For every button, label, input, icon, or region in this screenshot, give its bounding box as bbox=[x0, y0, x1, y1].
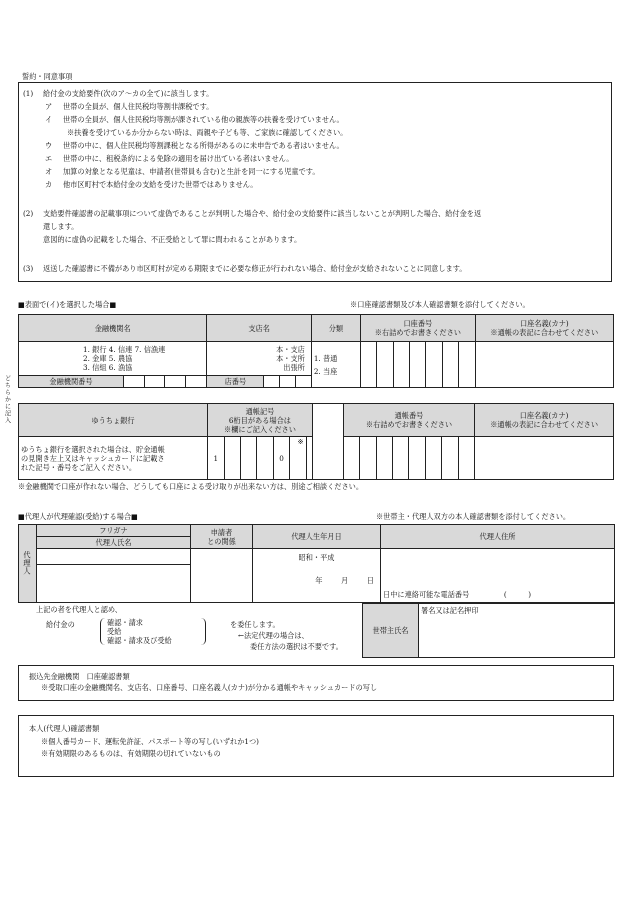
proxy-heading: ■代理人が代理確認(受給)する場合■ bbox=[18, 512, 138, 521]
col-type: 分類 bbox=[311, 315, 360, 342]
yucho-symbol-title: 通帳記号 bbox=[245, 406, 275, 416]
yucho-number-digit[interactable] bbox=[360, 437, 376, 480]
identity-docs-note1: ※個人番号カード、運転免許証、パスポート等の写し(いずれか1つ) bbox=[41, 737, 259, 746]
col-holder bbox=[475, 315, 613, 342]
consent-item-text: 意図的に虚偽の記載をした場合、不正受給として罪に問われることがあります。 bbox=[43, 235, 302, 244]
inst-code-digit[interactable] bbox=[124, 376, 145, 387]
inst-code-digit[interactable] bbox=[186, 376, 207, 387]
branch-line1: 本・支店 bbox=[276, 345, 305, 354]
option-both[interactable]: 確認・請求及び受給 bbox=[107, 636, 172, 645]
yucho-number-digit[interactable] bbox=[442, 437, 458, 480]
inst-code-digit[interactable] bbox=[144, 376, 165, 387]
phone-paren: ( ) bbox=[503, 590, 532, 599]
year-label: 年 bbox=[315, 576, 323, 585]
consent-item-text: 支給要件確認書の記載事項について虚偽であることが判明した場合や、給付金の支給要件に該当しないことが判明した場合、給付金を返 bbox=[43, 209, 482, 218]
yucho-symbol-digit[interactable] bbox=[257, 437, 273, 480]
delegate-options[interactable] bbox=[100, 618, 206, 645]
yucho-gap bbox=[312, 404, 343, 480]
birth-input[interactable] bbox=[253, 549, 381, 603]
furigana-label: フリガナ bbox=[37, 525, 191, 537]
branch-code-digit[interactable] bbox=[264, 376, 280, 387]
col-holder-note: ※通帳の表記に合わせてください bbox=[490, 328, 599, 337]
benefit-label: 給付金の bbox=[46, 620, 75, 629]
identity-docs-title: 本人(代理人)確認書類 bbox=[29, 724, 100, 733]
furigana-input[interactable] bbox=[37, 549, 191, 565]
branch-line3: 出張所 bbox=[283, 363, 305, 372]
legal-note1: ←法定代理の場合は、 bbox=[238, 631, 309, 640]
inst-line2: 2. 金庫 5. 農協 bbox=[83, 354, 133, 363]
yucho-holder-title: 口座名義(カナ) bbox=[519, 411, 569, 420]
consent-item-number: カ bbox=[45, 180, 53, 189]
col-account-title: 口座番号 bbox=[403, 319, 433, 328]
yucho-symbol-digit: 0 bbox=[273, 437, 289, 480]
account-digit[interactable] bbox=[393, 342, 409, 388]
proxy-note: ※世帯主・代理人双方の本人確認書類を添付してください。 bbox=[376, 512, 571, 521]
consent-item-text: 世帯の中に、租税条約による免除の適用を届け出ている者はいません。 bbox=[63, 154, 294, 163]
consent-item-text: 世帯の中に、個人住民税均等割課税となる所得があるのに未申告である者はいません。 bbox=[63, 141, 344, 150]
householder-table bbox=[362, 603, 615, 658]
type-current: 2. 当座 bbox=[313, 366, 338, 376]
consent-item-text: ※扶養を受けているか分からない時は、両親や子ども等、ご家族に確認してください。 bbox=[67, 128, 348, 137]
col-institution: 金融機関名 bbox=[19, 315, 207, 342]
either-label: どちらかに記入 bbox=[3, 375, 11, 424]
branch-code-label: 店番号 bbox=[207, 376, 264, 387]
era-options: 昭和・平成 bbox=[298, 553, 335, 562]
institution-code-label: 金融機関番号 bbox=[19, 376, 124, 387]
bank-table bbox=[18, 314, 614, 388]
householder-label: 世帯主氏名 bbox=[363, 604, 419, 658]
consent-item-text: 加算の対象となる児童は、申請者(世帯員も含む)と生計を同一にする児童です。 bbox=[63, 167, 320, 176]
proxy-name-input[interactable] bbox=[37, 565, 191, 603]
inst-code-digit[interactable] bbox=[165, 376, 186, 387]
yucho-symbol-digit[interactable] bbox=[240, 437, 256, 480]
consent-item-number: ア bbox=[45, 102, 53, 111]
yucho-symbol-digit: 1 bbox=[208, 437, 224, 480]
transfer-docs-note: ※受取口座の金融機関名、支店名、口座番号、口座名義人(カナ)が分かる通帳やキャッシュカードの写し bbox=[41, 683, 378, 692]
consent-box bbox=[18, 82, 612, 282]
transfer-docs-box bbox=[18, 665, 614, 701]
day-label: 日 bbox=[366, 576, 374, 585]
yucho-symbol-note2: ※欄にご記入ください bbox=[224, 424, 296, 434]
delegate-intro: 上記の者を代理人と認め、 bbox=[36, 605, 122, 614]
branch-code-digit[interactable] bbox=[295, 376, 311, 387]
account-digit[interactable] bbox=[442, 342, 458, 388]
account-digit[interactable] bbox=[459, 342, 475, 388]
identity-docs-note2: ※有効期限のあるものは、有効期限の切れていないもの bbox=[41, 749, 221, 758]
consent-item-number: ウ bbox=[45, 141, 53, 150]
bank-note: ※口座確認書類及び本人確認書類を添付してください。 bbox=[350, 300, 530, 309]
delegate-text: を委任します。 bbox=[230, 620, 280, 629]
signature-label: 署名又は記名押印 bbox=[421, 606, 479, 615]
relation-header bbox=[191, 525, 253, 549]
yucho-symbol-spacer bbox=[306, 437, 312, 480]
yucho-symbol-star[interactable]: ※ bbox=[290, 437, 306, 480]
consent-item-text: 世帯の全員が、個人住民税均等割が課されている他の親族等の扶養を受けていません。 bbox=[63, 115, 344, 124]
option-receive[interactable]: 受給 bbox=[107, 627, 122, 636]
yucho-holder-note: ※通帳の表記に合わせてください bbox=[490, 420, 599, 429]
col-holder-title: 口座名義(カナ) bbox=[519, 319, 569, 328]
institution-options[interactable] bbox=[19, 342, 207, 376]
col-account-note: ※右詰めでお書きください bbox=[374, 328, 461, 337]
relation-line2: との関係 bbox=[207, 536, 236, 546]
yucho-desc3: れた記号・番号をご記入ください。 bbox=[21, 462, 137, 472]
relation-line1: 申請者 bbox=[210, 527, 233, 537]
yucho-number-digit[interactable] bbox=[343, 437, 359, 480]
branch-options[interactable] bbox=[207, 342, 311, 376]
bank-heading: ■表面で(イ)を選択した場合■ bbox=[18, 300, 117, 309]
yucho-number-note: ※右詰めでお書きください bbox=[365, 420, 453, 429]
col-branch: 支店名 bbox=[207, 315, 311, 342]
type-ordinary: 1. 普通 bbox=[313, 353, 338, 363]
inst-line1: 1. 銀行 4. 信連 7. 信漁連 bbox=[83, 345, 166, 354]
yucho-symbol-note1: 6桁目がある場合は bbox=[228, 415, 291, 425]
consent-item-text: 還します。 bbox=[43, 222, 79, 231]
account-digit[interactable] bbox=[410, 342, 426, 388]
account-digit[interactable] bbox=[377, 342, 393, 388]
yucho-number-digit[interactable] bbox=[425, 437, 441, 480]
proxy-side-text: 代理人 bbox=[23, 551, 32, 576]
yucho-symbol-digit[interactable] bbox=[224, 437, 240, 480]
phone-label: 日中に連絡可能な電話番号 bbox=[383, 590, 470, 599]
yucho-number-digit[interactable] bbox=[393, 437, 409, 480]
yucho-number-digit[interactable] bbox=[458, 437, 474, 480]
consent-item-number: イ bbox=[45, 115, 53, 124]
yucho-label: ゆうちょ銀行 bbox=[19, 404, 208, 437]
yucho-number-header bbox=[343, 404, 475, 437]
yucho-holder-header bbox=[475, 404, 614, 437]
yucho-description bbox=[19, 437, 208, 480]
address-header: 代理人住所 bbox=[381, 525, 615, 549]
yucho-holder-input[interactable] bbox=[475, 437, 614, 480]
yucho-desc2: の見開き左上又はキャッシュカードに記載さ bbox=[21, 453, 165, 463]
yucho-desc1: ゆうちょ銀行を選択された場合は、貯金通帳 bbox=[21, 444, 165, 454]
consent-title: 誓約・同意事項 bbox=[22, 72, 73, 81]
month-label: 月 bbox=[341, 576, 349, 585]
account-digit[interactable] bbox=[360, 342, 376, 388]
consent-item-text: 給付金の支給要件(次のア～カの全て)に該当します。 bbox=[43, 89, 214, 98]
account-digit[interactable] bbox=[426, 342, 442, 388]
yucho-table bbox=[18, 403, 614, 480]
consent-item-number: オ bbox=[45, 167, 53, 176]
proxy-table bbox=[18, 524, 615, 603]
branch-line2: 本・支所 bbox=[276, 354, 305, 363]
relation-input[interactable] bbox=[191, 549, 253, 603]
branch-code-row bbox=[207, 376, 311, 388]
consent-item-number: (3) bbox=[23, 264, 34, 273]
col-account bbox=[360, 315, 475, 342]
legal-note2: 委任方法の選択は不要です。 bbox=[250, 642, 343, 651]
consent-item-text: 返送した確認書に不備があり市区町村が定める期限までに必要な修正が行われない場合、給付金が支給されないことに同意します。 bbox=[43, 264, 467, 273]
bank-footer-note: ※金融機関で口座が作れない場合、どうしても口座による受け取りが出来ない方は、別途ご相談ください。 bbox=[18, 482, 364, 491]
consent-item-number: (1) bbox=[23, 89, 34, 98]
yucho-number-digit[interactable] bbox=[376, 437, 392, 480]
institution-code-row bbox=[19, 376, 207, 388]
yucho-number-digit[interactable] bbox=[409, 437, 425, 480]
address-input[interactable] bbox=[381, 549, 615, 603]
transfer-docs-title: 振込先金融機関 口座確認書類 bbox=[29, 672, 130, 681]
identity-docs-box bbox=[18, 715, 614, 777]
signature-field[interactable] bbox=[419, 604, 615, 658]
consent-item-text: 他市区町村で本給付金の支給を受けた世帯ではありません。 bbox=[63, 180, 258, 189]
inst-line3: 3. 信組 6. 漁協 bbox=[83, 363, 133, 372]
branch-code-digit[interactable] bbox=[280, 376, 296, 387]
consent-item-number: エ bbox=[45, 154, 53, 163]
consent-item-number: (2) bbox=[23, 209, 34, 218]
yucho-number-title: 通帳番号 bbox=[394, 411, 424, 420]
proxy-side-label bbox=[19, 525, 37, 603]
yucho-symbol-header bbox=[208, 404, 313, 437]
holder-input[interactable] bbox=[475, 342, 613, 388]
birth-date-row bbox=[255, 576, 378, 585]
birth-header: 代理人生年月日 bbox=[253, 525, 381, 549]
consent-item-text: 世帯の全員が、個人住民税均等割非課税です。 bbox=[63, 102, 214, 111]
type-options[interactable] bbox=[311, 342, 360, 388]
option-confirm-request[interactable]: 確認・請求 bbox=[107, 618, 143, 627]
proxy-name-label: 代理人氏名 bbox=[37, 537, 191, 549]
